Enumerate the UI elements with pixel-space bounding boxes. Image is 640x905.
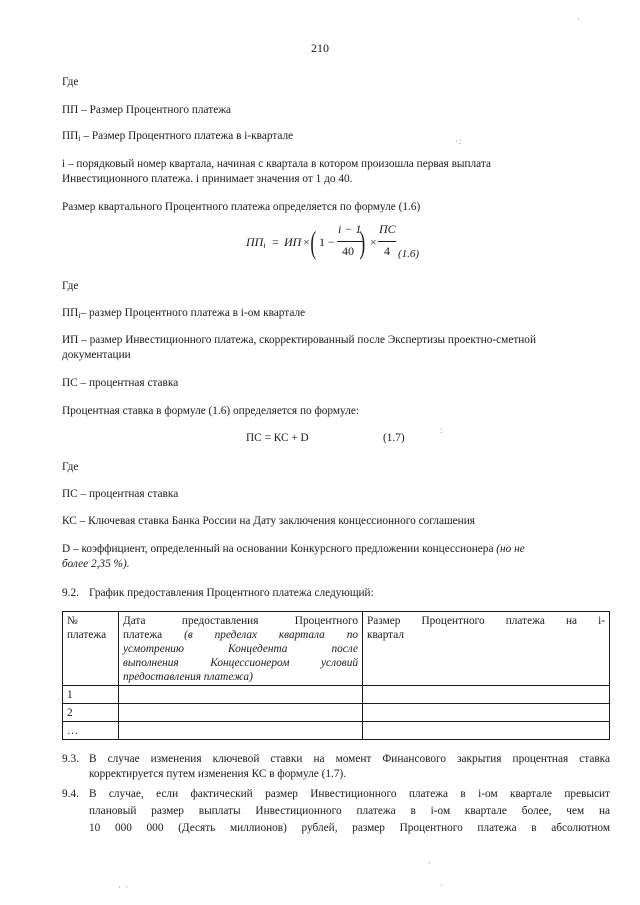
- definition2-ip-line2: документации: [62, 349, 131, 361]
- formula-times-2: ×: [370, 235, 377, 249]
- table-header-row: [63, 612, 610, 686]
- header-payment-number: № платежа: [63, 612, 119, 686]
- formula-16-intro: Размер квартального Процентного платежа определяется по формуле (1.6): [62, 201, 421, 213]
- formula-one-minus: 1 −: [319, 235, 335, 249]
- formula-ps-fraction-line: [378, 241, 396, 242]
- definition3-d-line1: D – коэффициент, определенный на основании Конкурсного предложении концессионера (но не: [62, 543, 525, 555]
- formula-times: ×: [303, 235, 310, 249]
- section-9-4-line1: В случае, если фактический размер Инвестиционного платежа в i-ом квартале превысит: [89, 788, 610, 800]
- formula-lhs: $ПП_i$: [246, 235, 266, 250]
- row-date-cell: [119, 704, 363, 722]
- table-row: [63, 704, 610, 722]
- definition3-d-line2: более 2,35 %).: [62, 558, 130, 570]
- definition-ppi: [62, 129, 293, 146]
- formula-ip: ИП: [284, 235, 302, 249]
- section-9-4-number: 9.4.: [62, 788, 79, 800]
- scan-speck: ·:: [455, 136, 463, 146]
- formula-label-1-6: (1.6): [398, 248, 420, 260]
- section-9-2-text: График предоставления Процентного платежа следующий:: [89, 587, 374, 599]
- section-9-4-line3: 10 000 000 (Десять миллионов) рублей, размер Процентного платежа в абсолютном: [89, 822, 610, 834]
- page-number: 210: [311, 41, 329, 55]
- definition3-ps: ПС – процентная ставка: [62, 488, 179, 500]
- section-9-3-line2: корректируется путем изменения КС в формуле (1.7).: [89, 768, 347, 780]
- scan-speck: :: [440, 425, 444, 435]
- where-heading-2: Где: [62, 280, 79, 292]
- formula-equals: =: [272, 235, 279, 249]
- scan-speck: ·: [577, 14, 581, 24]
- formula-17-intro: Процентная ставка в формуле (1.6) определяется по формуле:: [62, 405, 360, 417]
- section-9-3-number: 9.3.: [62, 753, 79, 765]
- formula-1-7: ПС = КС + D: [246, 432, 309, 444]
- where-heading-3: Где: [62, 461, 79, 473]
- definition-pp: ПП – Размер Процентного платежа: [62, 104, 232, 116]
- where-heading: Где: [62, 76, 79, 88]
- definition-i-line2: Инвестиционного платежа. i принимает значения от 1 до 40.: [62, 173, 353, 185]
- row-date-cell: [119, 686, 363, 704]
- table-row: [63, 722, 610, 740]
- row-number-cell: …: [63, 722, 119, 740]
- scan-speck: ·: [428, 858, 432, 868]
- section-9-3-line1: В случае изменения ключевой ставки на момент Финансового закрытия процентная ставка: [89, 753, 610, 765]
- formula-label-1-7: (1.7): [383, 432, 405, 444]
- header-payment-date: Дата предоставления Процентного платежа (в пределах квартала по усмотрению Концедента после выполнения Концессионером условий предоставления платежа): [119, 612, 363, 686]
- scan-speck: · ·: [118, 882, 130, 892]
- ppi-text: – Размер Процентного платежа в i-квартале: [80, 130, 294, 142]
- row-date-cell: [119, 722, 363, 740]
- formula-paren-left: (: [310, 224, 317, 260]
- table-row: [63, 686, 610, 704]
- ppi-subscript: i: [78, 134, 81, 143]
- formula-numerator: i − 1: [338, 222, 362, 236]
- row-number-cell: 2: [63, 704, 119, 722]
- row-number-cell: 1: [63, 686, 119, 704]
- scan-speck: ·: [440, 880, 444, 890]
- ppi-symbol: ПП: [62, 130, 79, 142]
- interest-payment-schedule-table: [62, 611, 610, 740]
- formula-paren-right: ): [359, 224, 366, 260]
- definition2-ip-line1: ИП – размер Инвестиционного платежа, скорректированный после Экспертизы проектно-сметной: [62, 334, 537, 346]
- row-amount-cell: [363, 722, 610, 740]
- formula-ps-denominator: 4: [384, 244, 390, 258]
- row-amount-cell: [363, 704, 610, 722]
- section-9-2-number: 9.2.: [62, 587, 79, 599]
- row-amount-cell: [363, 686, 610, 704]
- definition2-ps: ПС – процентная ставка: [62, 377, 179, 389]
- definition3-ks: КС – Ключевая ставка Банка России на Дату заключения концессионного соглашения: [62, 515, 475, 527]
- definition-i-line1: i – порядковый номер квартала, начиная с квартала в котором произошла первая выплата: [62, 158, 491, 170]
- header-payment-amount: Размер Процентного платежа на i- квартал: [363, 612, 610, 686]
- definition2-ppi: $ПП_i-$ размер Процентного платежа в i-ом квартале: [62, 307, 306, 320]
- section-9-4-line2: плановый размер выплаты Инвестиционного платежа в i-ом квартале более, чем на: [89, 805, 610, 817]
- formula-denominator: 40: [342, 244, 354, 258]
- formula-ps-numerator: ПС: [379, 222, 396, 236]
